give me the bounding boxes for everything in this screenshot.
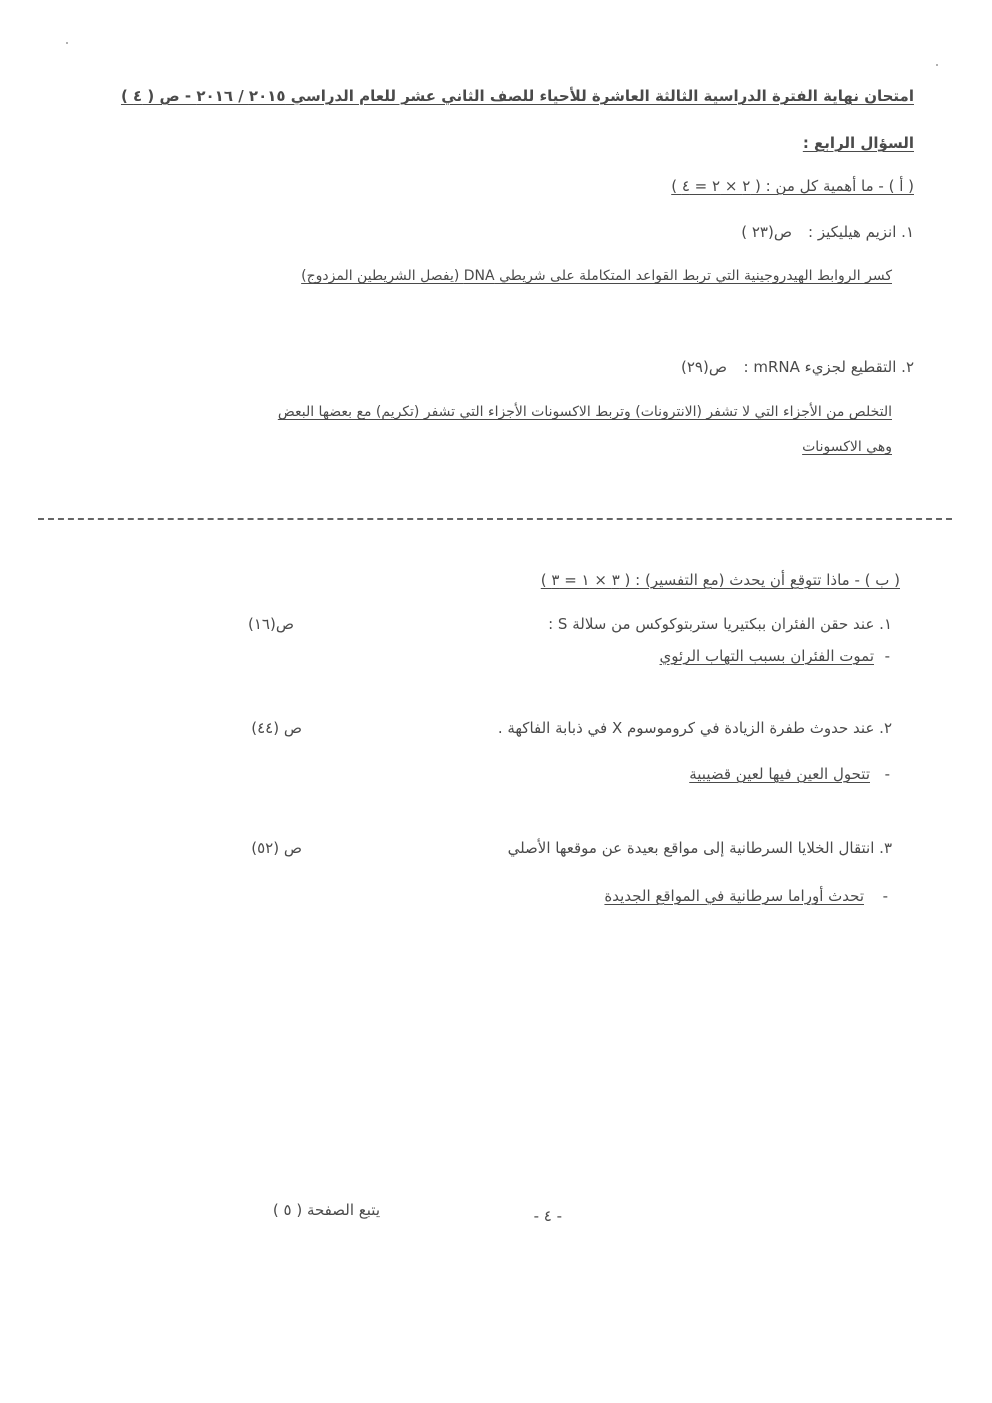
part-a-item-1-answer: كسر الروابط الهيدروجينية التي تربط القواعد المتكاملة على شريطي DNA (يفصل الشريطين المزدوج) — [301, 268, 892, 284]
part-b-item-1-ref: ص(١٦) — [248, 615, 294, 633]
page-number: - ٤ - — [533, 1207, 562, 1225]
part-a-item-2-label: ٢. التقطيع لجزيء mRNA : — [743, 358, 914, 376]
part-a-item-2-answer-line-1: التخلص من الأجزاء التي لا تشفر (الانترونات) وتربط الاكسونات الأجزاء التي تشفر (تكريم) مع بعضها البعض — [277, 404, 892, 420]
part-b-item-3-bullet: - — [882, 887, 888, 905]
part-b-item-1-answer: تموت الفئران بسبب التهاب الرئوي — [659, 647, 874, 665]
scan-speck — [66, 42, 68, 44]
part-b-item-2-bullet: - — [884, 765, 890, 783]
section-divider — [38, 518, 952, 520]
part-a-title: ( أ ) - ما أهمية كل من : ( ٢ × ٢ = ٤ ) — [671, 177, 914, 195]
scan-speck — [936, 64, 938, 66]
part-b-title: ( ب ) - ماذا تتوقع أن يحدث (مع التفسير) : ( ٣ × ١ = ٣ ) — [540, 571, 900, 589]
part-a-item-2-answer-line-2: وهي الاكسونات — [802, 439, 892, 455]
part-b-item-2-ref: ص (٤٤) — [251, 719, 302, 737]
part-a-item-1-label: ١. انزيم هيليكيز : — [808, 223, 914, 241]
question-heading: السؤال الرابع : — [802, 134, 914, 152]
continue-note: يتبع الصفحة ( ٥ ) — [272, 1201, 380, 1219]
part-a-item-2-ref: ص(٢٩) — [681, 358, 727, 376]
part-b-item-2-label: ٢. عند حدوث طفرة الزيادة في كروموسوم X في ذبابة الفاكهة . — [497, 719, 892, 737]
part-b-item-1-bullet: - — [884, 647, 890, 665]
part-b-item-3-label: ٣. انتقال الخلايا السرطانية إلى مواقع بعيدة عن موقعها الأصلي — [507, 839, 892, 857]
part-b-item-1-label: ١. عند حقن الفئران ببكتيريا ستربتوكوكس من سلالة S : — [548, 615, 892, 633]
page-header: امتحان نهاية الفترة الدراسية الثالثة العاشرة للأحياء للصف الثاني عشر للعام الدراسي ٢٠١٥ / ٢٠١٦ - ص ( ٤ ) — [120, 87, 914, 105]
part-b-item-2-answer: تتحول العين فيها لعين قضيبية — [689, 765, 870, 783]
part-b-item-3-answer: تحدث أوراما سرطانية في المواقع الجديدة — [604, 887, 864, 905]
part-b-item-3-ref: ص (٥٢) — [251, 839, 302, 857]
part-a-item-1-ref: ص(٢٣ ) — [741, 223, 792, 241]
